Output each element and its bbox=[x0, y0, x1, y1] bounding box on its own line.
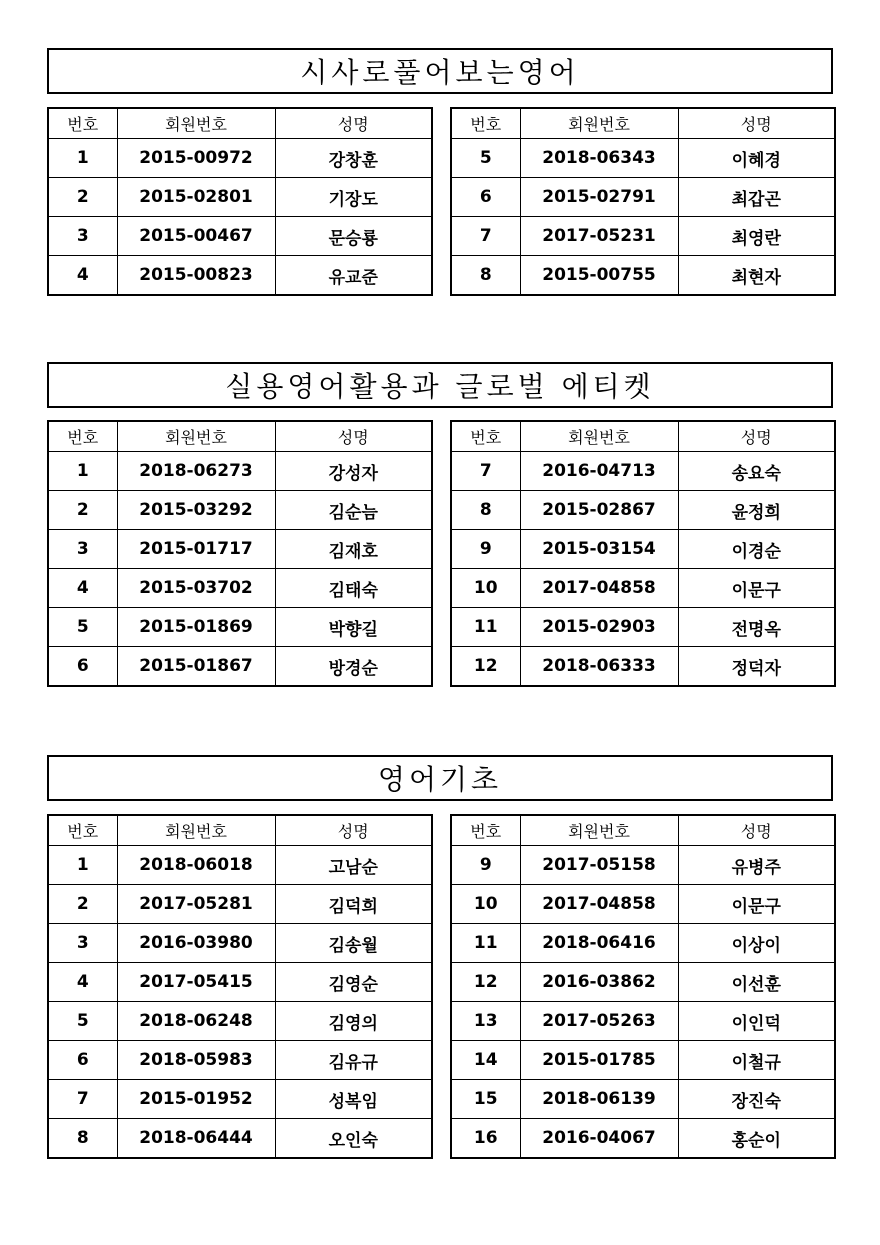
member-name: 김재호 bbox=[275, 530, 432, 569]
table-row bbox=[48, 924, 432, 963]
header-name: 성명 bbox=[678, 421, 835, 452]
table-row bbox=[451, 924, 835, 963]
header-no: 번호 bbox=[48, 421, 117, 452]
header-no: 번호 bbox=[451, 421, 520, 452]
table-header-row bbox=[48, 815, 432, 846]
table-row bbox=[48, 256, 432, 296]
table-row bbox=[451, 217, 835, 256]
member-name: 이선훈 bbox=[678, 963, 835, 1002]
table-row bbox=[48, 530, 432, 569]
member-name: 김영순 bbox=[275, 963, 432, 1002]
table-row bbox=[451, 178, 835, 217]
row-number: 5 bbox=[48, 1002, 117, 1041]
row-number: 1 bbox=[48, 139, 117, 178]
table-row bbox=[451, 647, 835, 687]
header-no: 번호 bbox=[48, 108, 117, 139]
member-id: 2015-01952 bbox=[117, 1080, 275, 1119]
row-number: 9 bbox=[451, 530, 520, 569]
header-member-id: 회원번호 bbox=[520, 421, 678, 452]
table-row bbox=[451, 1002, 835, 1041]
member-id: 2016-03980 bbox=[117, 924, 275, 963]
member-id: 2015-00755 bbox=[520, 256, 678, 296]
table-row bbox=[48, 608, 432, 647]
member-id: 2015-02903 bbox=[520, 608, 678, 647]
row-number: 6 bbox=[451, 178, 520, 217]
member-name: 오인숙 bbox=[275, 1119, 432, 1159]
member-name: 이상이 bbox=[678, 924, 835, 963]
member-id: 2017-05281 bbox=[117, 885, 275, 924]
member-id: 2017-05415 bbox=[117, 963, 275, 1002]
row-number: 7 bbox=[451, 217, 520, 256]
table-row bbox=[451, 1119, 835, 1159]
member-name: 유병주 bbox=[678, 846, 835, 885]
member-table bbox=[47, 420, 433, 687]
member-name: 강창훈 bbox=[275, 139, 432, 178]
member-name: 유교준 bbox=[275, 256, 432, 296]
table-header-row bbox=[451, 108, 835, 139]
member-id: 2016-04713 bbox=[520, 452, 678, 491]
table-row bbox=[451, 530, 835, 569]
row-number: 4 bbox=[48, 569, 117, 608]
table-row bbox=[451, 963, 835, 1002]
member-id: 2015-02867 bbox=[520, 491, 678, 530]
member-id: 2015-02801 bbox=[117, 178, 275, 217]
header-member-id: 회원번호 bbox=[117, 108, 275, 139]
member-name: 김영의 bbox=[275, 1002, 432, 1041]
table-header-row bbox=[451, 815, 835, 846]
table-row bbox=[451, 256, 835, 296]
member-id: 2018-06018 bbox=[117, 846, 275, 885]
row-number: 6 bbox=[48, 647, 117, 687]
member-id: 2015-01869 bbox=[117, 608, 275, 647]
member-name: 이문구 bbox=[678, 569, 835, 608]
table-row bbox=[451, 846, 835, 885]
member-id: 2017-04858 bbox=[520, 885, 678, 924]
table-row bbox=[451, 1080, 835, 1119]
table-row bbox=[48, 452, 432, 491]
row-number: 12 bbox=[451, 963, 520, 1002]
row-number: 8 bbox=[451, 256, 520, 296]
member-name: 김태숙 bbox=[275, 569, 432, 608]
row-number: 7 bbox=[48, 1080, 117, 1119]
member-table bbox=[47, 814, 433, 1159]
row-number: 11 bbox=[451, 608, 520, 647]
table-row bbox=[48, 217, 432, 256]
member-id: 2018-06444 bbox=[117, 1119, 275, 1159]
member-id: 2015-00823 bbox=[117, 256, 275, 296]
row-number: 2 bbox=[48, 491, 117, 530]
table-header-row bbox=[48, 108, 432, 139]
member-name: 이경순 bbox=[678, 530, 835, 569]
row-number: 4 bbox=[48, 256, 117, 296]
member-name: 고남순 bbox=[275, 846, 432, 885]
member-name: 이문구 bbox=[678, 885, 835, 924]
row-number: 7 bbox=[451, 452, 520, 491]
table-row bbox=[48, 885, 432, 924]
row-number: 13 bbox=[451, 1002, 520, 1041]
header-no: 번호 bbox=[48, 815, 117, 846]
row-number: 10 bbox=[451, 569, 520, 608]
member-id: 2016-03862 bbox=[520, 963, 678, 1002]
table-row bbox=[48, 963, 432, 1002]
member-id: 2018-06248 bbox=[117, 1002, 275, 1041]
member-name: 최현자 bbox=[678, 256, 835, 296]
member-name: 성복임 bbox=[275, 1080, 432, 1119]
row-number: 3 bbox=[48, 217, 117, 256]
member-id: 2018-06273 bbox=[117, 452, 275, 491]
row-number: 5 bbox=[451, 139, 520, 178]
table-row bbox=[48, 647, 432, 687]
row-number: 15 bbox=[451, 1080, 520, 1119]
row-number: 9 bbox=[451, 846, 520, 885]
row-number: 2 bbox=[48, 178, 117, 217]
member-name: 방경순 bbox=[275, 647, 432, 687]
table-header-row bbox=[451, 421, 835, 452]
member-id: 2017-05263 bbox=[520, 1002, 678, 1041]
row-number: 12 bbox=[451, 647, 520, 687]
row-number: 3 bbox=[48, 530, 117, 569]
header-name: 성명 bbox=[275, 815, 432, 846]
row-number: 6 bbox=[48, 1041, 117, 1080]
table-row bbox=[48, 491, 432, 530]
table-row bbox=[48, 1080, 432, 1119]
table-row bbox=[451, 885, 835, 924]
member-name: 전명옥 bbox=[678, 608, 835, 647]
row-number: 5 bbox=[48, 608, 117, 647]
member-name: 정덕자 bbox=[678, 647, 835, 687]
member-name: 박향길 bbox=[275, 608, 432, 647]
header-name: 성명 bbox=[678, 815, 835, 846]
member-name: 최갑곤 bbox=[678, 178, 835, 217]
table-row bbox=[48, 569, 432, 608]
table-row bbox=[451, 139, 835, 178]
member-table bbox=[450, 107, 836, 296]
member-id: 2015-03154 bbox=[520, 530, 678, 569]
row-number: 11 bbox=[451, 924, 520, 963]
member-id: 2018-06333 bbox=[520, 647, 678, 687]
member-id: 2018-06139 bbox=[520, 1080, 678, 1119]
header-name: 성명 bbox=[275, 421, 432, 452]
section-title: 영어기초 bbox=[47, 755, 833, 801]
member-name: 장진숙 bbox=[678, 1080, 835, 1119]
member-name: 문승룡 bbox=[275, 217, 432, 256]
member-id: 2015-01717 bbox=[117, 530, 275, 569]
header-member-id: 회원번호 bbox=[520, 815, 678, 846]
row-number: 1 bbox=[48, 452, 117, 491]
member-name: 김송월 bbox=[275, 924, 432, 963]
section-title: 시사로풀어보는영어 bbox=[47, 48, 833, 94]
table-row bbox=[48, 1119, 432, 1159]
header-member-id: 회원번호 bbox=[117, 815, 275, 846]
member-name: 홍순이 bbox=[678, 1119, 835, 1159]
member-id: 2015-01785 bbox=[520, 1041, 678, 1080]
table-row bbox=[451, 1041, 835, 1080]
member-name: 김덕희 bbox=[275, 885, 432, 924]
member-id: 2018-06416 bbox=[520, 924, 678, 963]
header-member-id: 회원번호 bbox=[520, 108, 678, 139]
member-table bbox=[450, 420, 836, 687]
member-table bbox=[47, 107, 433, 296]
member-id: 2015-00467 bbox=[117, 217, 275, 256]
member-id: 2017-05158 bbox=[520, 846, 678, 885]
row-number: 16 bbox=[451, 1119, 520, 1159]
table-row bbox=[451, 452, 835, 491]
table-row bbox=[451, 569, 835, 608]
member-id: 2016-04067 bbox=[520, 1119, 678, 1159]
member-name: 이인덕 bbox=[678, 1002, 835, 1041]
member-name: 김유규 bbox=[275, 1041, 432, 1080]
member-id: 2015-00972 bbox=[117, 139, 275, 178]
row-number: 8 bbox=[48, 1119, 117, 1159]
member-name: 강성자 bbox=[275, 452, 432, 491]
member-name: 윤정희 bbox=[678, 491, 835, 530]
header-no: 번호 bbox=[451, 108, 520, 139]
member-id: 2015-01867 bbox=[117, 647, 275, 687]
member-table bbox=[450, 814, 836, 1159]
member-id: 2015-02791 bbox=[520, 178, 678, 217]
table-row bbox=[48, 178, 432, 217]
member-name: 송요숙 bbox=[678, 452, 835, 491]
member-id: 2017-04858 bbox=[520, 569, 678, 608]
table-row bbox=[48, 846, 432, 885]
table-row bbox=[451, 491, 835, 530]
member-name: 김순늠 bbox=[275, 491, 432, 530]
header-name: 성명 bbox=[678, 108, 835, 139]
row-number: 1 bbox=[48, 846, 117, 885]
row-number: 14 bbox=[451, 1041, 520, 1080]
member-id: 2015-03702 bbox=[117, 569, 275, 608]
member-id: 2017-05231 bbox=[520, 217, 678, 256]
section-title: 실용영어활용과 글로벌 에티켓 bbox=[47, 362, 833, 408]
member-name: 이혜경 bbox=[678, 139, 835, 178]
member-id: 2018-05983 bbox=[117, 1041, 275, 1080]
member-name: 최영란 bbox=[678, 217, 835, 256]
row-number: 10 bbox=[451, 885, 520, 924]
table-row bbox=[48, 139, 432, 178]
member-name: 이철규 bbox=[678, 1041, 835, 1080]
member-id: 2015-03292 bbox=[117, 491, 275, 530]
table-header-row bbox=[48, 421, 432, 452]
header-name: 성명 bbox=[275, 108, 432, 139]
table-row bbox=[48, 1002, 432, 1041]
row-number: 3 bbox=[48, 924, 117, 963]
header-no: 번호 bbox=[451, 815, 520, 846]
table-row bbox=[451, 608, 835, 647]
member-id: 2018-06343 bbox=[520, 139, 678, 178]
header-member-id: 회원번호 bbox=[117, 421, 275, 452]
row-number: 2 bbox=[48, 885, 117, 924]
row-number: 4 bbox=[48, 963, 117, 1002]
table-row bbox=[48, 1041, 432, 1080]
row-number: 8 bbox=[451, 491, 520, 530]
member-name: 기장도 bbox=[275, 178, 432, 217]
